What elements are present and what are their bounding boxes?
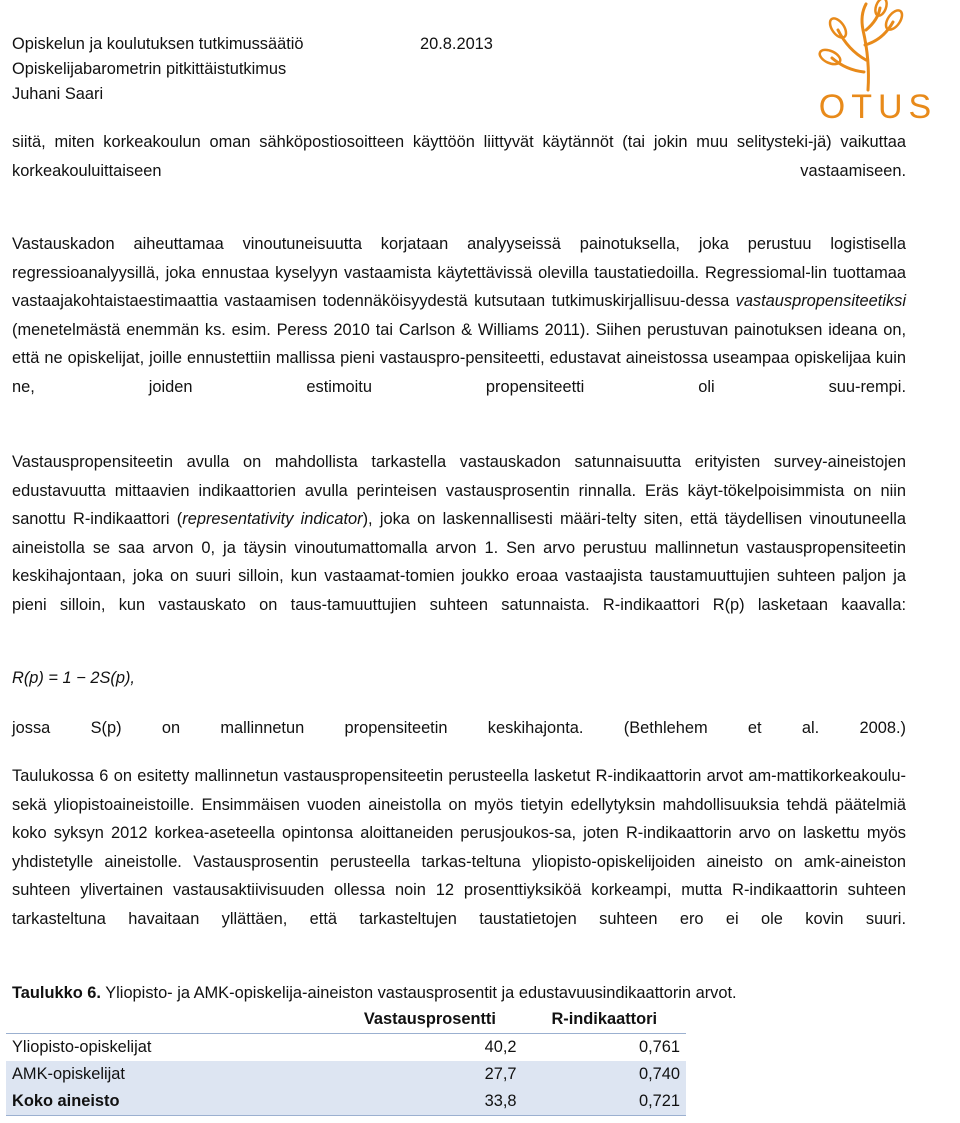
header-report: Opiskelijabarometrin pitkittäistutkimus xyxy=(12,60,287,78)
header-date: 20.8.2013 xyxy=(420,35,493,53)
paragraph-2-emphasis: vastauspropensiteetiksi xyxy=(735,292,906,311)
results-table xyxy=(6,1006,686,1116)
table-caption-text: Yliopisto- ja AMK-opiskelija-aineiston vastausprosentit ja edustavuusindikaattorin arvot. xyxy=(100,984,737,1002)
paragraph-3-text-b: ), joka on laskennallisesti määri-telty siten, että täydellisen vinoutuneella aineistolla se saa arvon 0, ja täysin vinoutumattomalla arvon 1. Sen arvo perustuu mallinnetun vastauspropensiteetin keskihajontaan, joka on suuri silloin, kun vastaamat-tomien joukko eroaa vastaajista taustamuuttujien suhteen paljon ja pieni silloin, kun vastauskato on taus-tamuuttujien suhteen satunnaista. R-indikaattori R(p) lasketaan kaavalla: xyxy=(12,510,906,614)
paragraph-weighting xyxy=(12,230,906,430)
table-caption-label: Taulukko 6. xyxy=(12,984,101,1002)
table-header-r-indicator: R-indikaattori xyxy=(523,1006,686,1034)
paragraph-continuation xyxy=(12,128,906,214)
row-label: Yliopisto-opiskelijat xyxy=(12,1038,152,1056)
table-row-total xyxy=(6,1088,686,1116)
table-row xyxy=(6,1061,686,1088)
formula: R(p) = 1 − 2S(p), xyxy=(12,669,135,687)
table-header-response-rate: Vastausprosentti xyxy=(337,1006,522,1034)
table-row xyxy=(6,1034,686,1062)
paragraph-r-indicator xyxy=(12,448,906,648)
paragraph-4-text: jossa S(p) on mallinnetun propensiteetin keskihajonta. (Bethlehem et al. 2008.) xyxy=(12,719,906,737)
paragraph-2-text-a: Vastauskadon aiheuttamaa vinoutuneisuutta korjataan analyyseissä painotuksella, joka perustuu logistisella regressioanalyysillä, joka ennustaa kyselyyn vastaamista käytettävissä olevilla taustatiedoilla. Regressiomal-lin tuottamaa vastaajakohtaistaestimaattia vastaamisen todennäköisyydestä kutsutaan tutkimuskirjallisuu-dessa xyxy=(12,235,906,311)
response-rate-cell: 40,2 xyxy=(484,1038,517,1056)
table-caption xyxy=(12,980,737,1006)
r-indicator-cell: 0,761 xyxy=(638,1038,680,1056)
otus-logo xyxy=(808,0,948,124)
paragraph-5-text: Taulukossa 6 on esitetty mallinnetun vastauspropensiteetin perusteella lasketut R-indikaattorin arvot am-mattikorkeakoulu- sekä yliopistoaineistoille. Ensimmäisen vuoden aineistolla on myös tietyin edellytyksin mahdollisuuksia tehdä päätelmiä koko syksyn 2012 korkea-aseteella opintonsa aloittaneiden perusjoukos-sa, joten R-indikaattorin arvo on laskettu myös yhdistetylle aineistolle. Vastausprosentin perusteella tarkas-teltuna yliopisto-opiskelijoiden aineisto on amk-aineiston suhteen ylivertainen vastausaktiivisuuden ollessa noin 12 prosenttiyksiköä korkeampi, mutta R-indikaattorin suhteen tarkasteltuna havaitaan yllättäen, että tarkasteltujen taustatietojen suhteen ero ei ole kovin suuri. xyxy=(12,767,906,928)
paragraph-table-intro xyxy=(12,762,906,962)
response-rate-cell: 33,8 xyxy=(337,1088,522,1116)
header-institution: Opiskelun ja koulutuksen tutkimussäätiö xyxy=(12,35,304,53)
table-header-row xyxy=(6,1006,686,1034)
paragraph-1-text: siitä, miten korkeakoulun oman sähköpostiosoitteen käyttöön liittyvät käytännöt (tai jokin muu selitysteki-jä) vaikuttaa korkeakouluittaiseen vastaamiseen. xyxy=(12,133,906,180)
page-header xyxy=(12,32,493,107)
logo-text: OTUS xyxy=(818,88,938,124)
r-indicator-cell: 0,740 xyxy=(523,1061,686,1088)
header-author: Juhani Saari xyxy=(12,85,104,103)
r-indicator-cell: 0,721 xyxy=(523,1088,686,1116)
paragraph-3-text-a: Vastauspropensiteetin avulla on mahdollista tarkastella vastauskadon satunnaisuutta erityisten survey-aineistojen edustavuutta mittaavien indikaattorien avulla perinteisen vastausprosentin rinnalla. Eräs käyt-tökelpoisimmista on niin sanottu R-indikaattori ( xyxy=(12,453,906,529)
paragraph-3-emphasis: representativity indicator xyxy=(182,510,363,529)
paragraph-2-text-b: (menetelmästä enemmän ks. esim. Peress 2010 tai Carlson & Williams 2011). Siihen perustuvan painotuksen ideana on, että ne opiskelijat, joille ennustettiin mallissa pieni vastauspro-pensiteetti, edustavat aineistossa useampaa opiskelijaa kuin ne, joiden estimoitu propensiteetti oli suu-rempi. xyxy=(12,320,906,396)
row-label: AMK-opiskelijat xyxy=(6,1061,337,1088)
table-header-empty xyxy=(6,1006,337,1034)
response-rate-cell: 27,7 xyxy=(337,1061,522,1088)
header-row-1 xyxy=(12,32,493,57)
row-label: Koko aineisto xyxy=(6,1088,337,1116)
